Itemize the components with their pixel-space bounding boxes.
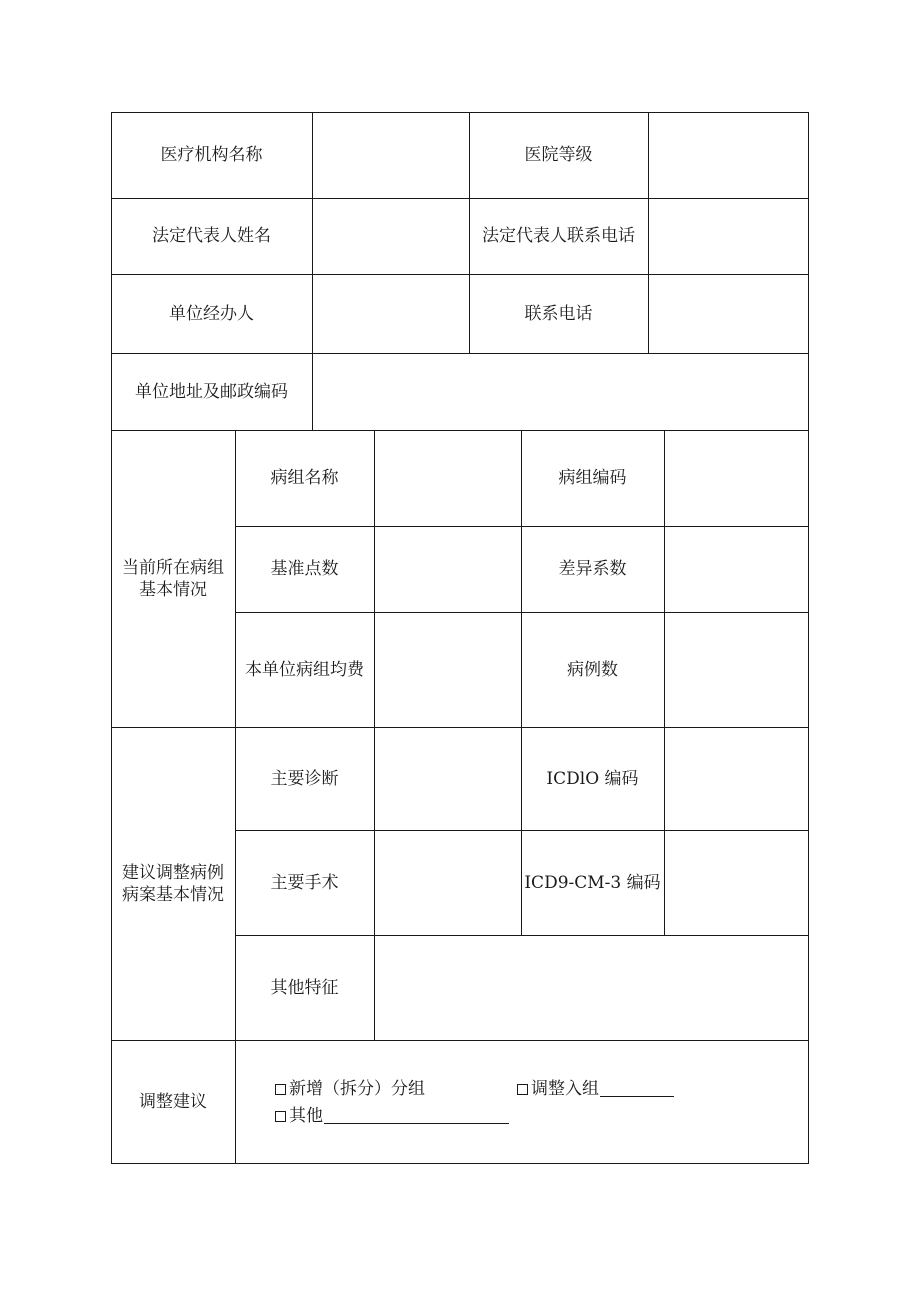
contact-phone-value[interactable]	[648, 274, 808, 353]
option-other-label: 其他	[289, 1106, 323, 1126]
checkbox-icon[interactable]	[275, 1084, 286, 1095]
main-surgery-label: 主要手术	[270, 872, 339, 893]
option-new-split[interactable]	[275, 1078, 425, 1100]
group-code-value[interactable]	[664, 430, 808, 526]
address-label: 单位地址及邮政编码	[135, 381, 288, 402]
group-code-label: 病组编码	[558, 468, 627, 488]
checkbox-icon[interactable]	[517, 1084, 528, 1095]
institution-name-label: 医疗机构名称	[160, 145, 263, 165]
checkbox-icon[interactable]	[275, 1111, 286, 1122]
icd10-value[interactable]	[664, 727, 808, 830]
case-count-label: 病例数	[567, 659, 618, 680]
other-features-value[interactable]	[374, 935, 808, 1040]
legal-rep-name-value[interactable]	[312, 198, 469, 274]
diff-coefficient-value[interactable]	[664, 526, 808, 612]
base-points-label: 基准点数	[270, 559, 339, 579]
group-name-value[interactable]	[374, 430, 521, 526]
avg-cost-label: 本单位病组均费	[245, 659, 364, 680]
address-value[interactable]	[312, 353, 808, 430]
legal-rep-phone-label: 法定代表人联系电话	[482, 226, 635, 246]
other-features-label: 其他特征	[270, 977, 339, 998]
hospital-level-value[interactable]	[648, 112, 808, 198]
main-surgery-value[interactable]	[374, 830, 521, 935]
option-other[interactable]	[275, 1105, 509, 1127]
main-diagnosis-value[interactable]	[374, 727, 521, 830]
current-group-section-label: 当前所在病组基本情况	[122, 557, 224, 600]
icd10-label: ICDlO 编码	[546, 768, 639, 789]
contact-phone-label: 联系电话	[524, 303, 593, 324]
other-blank-line[interactable]	[324, 1108, 509, 1124]
handler-value[interactable]	[312, 274, 469, 353]
case-count-value[interactable]	[664, 612, 808, 727]
adjust-in-blank-line[interactable]	[600, 1081, 674, 1097]
main-diagnosis-label: 主要诊断	[270, 768, 339, 789]
option-new-split-label: 新增（拆分）分组	[289, 1079, 425, 1099]
institution-name-value[interactable]	[312, 112, 469, 198]
avg-cost-value[interactable]	[374, 612, 521, 727]
diff-coefficient-label: 差异系数	[558, 559, 627, 579]
proposed-section-label: 建议调整病例病案基本情况	[122, 862, 224, 905]
legal-rep-phone-value[interactable]	[648, 198, 808, 274]
adjust-suggestion-label: 调整建议	[139, 1091, 207, 1112]
handler-label: 单位经办人	[169, 303, 254, 324]
base-points-value[interactable]	[374, 526, 521, 612]
hospital-level-label: 医院等级	[524, 145, 593, 165]
icd9-value[interactable]	[664, 830, 808, 935]
option-adjust-in[interactable]	[517, 1078, 674, 1100]
group-name-label: 病组名称	[270, 468, 339, 488]
option-adjust-in-label: 调整入组	[531, 1079, 599, 1099]
icd9-label: ICD9-CM-3 编码	[524, 872, 661, 893]
legal-rep-name-label: 法定代表人姓名	[152, 226, 271, 246]
